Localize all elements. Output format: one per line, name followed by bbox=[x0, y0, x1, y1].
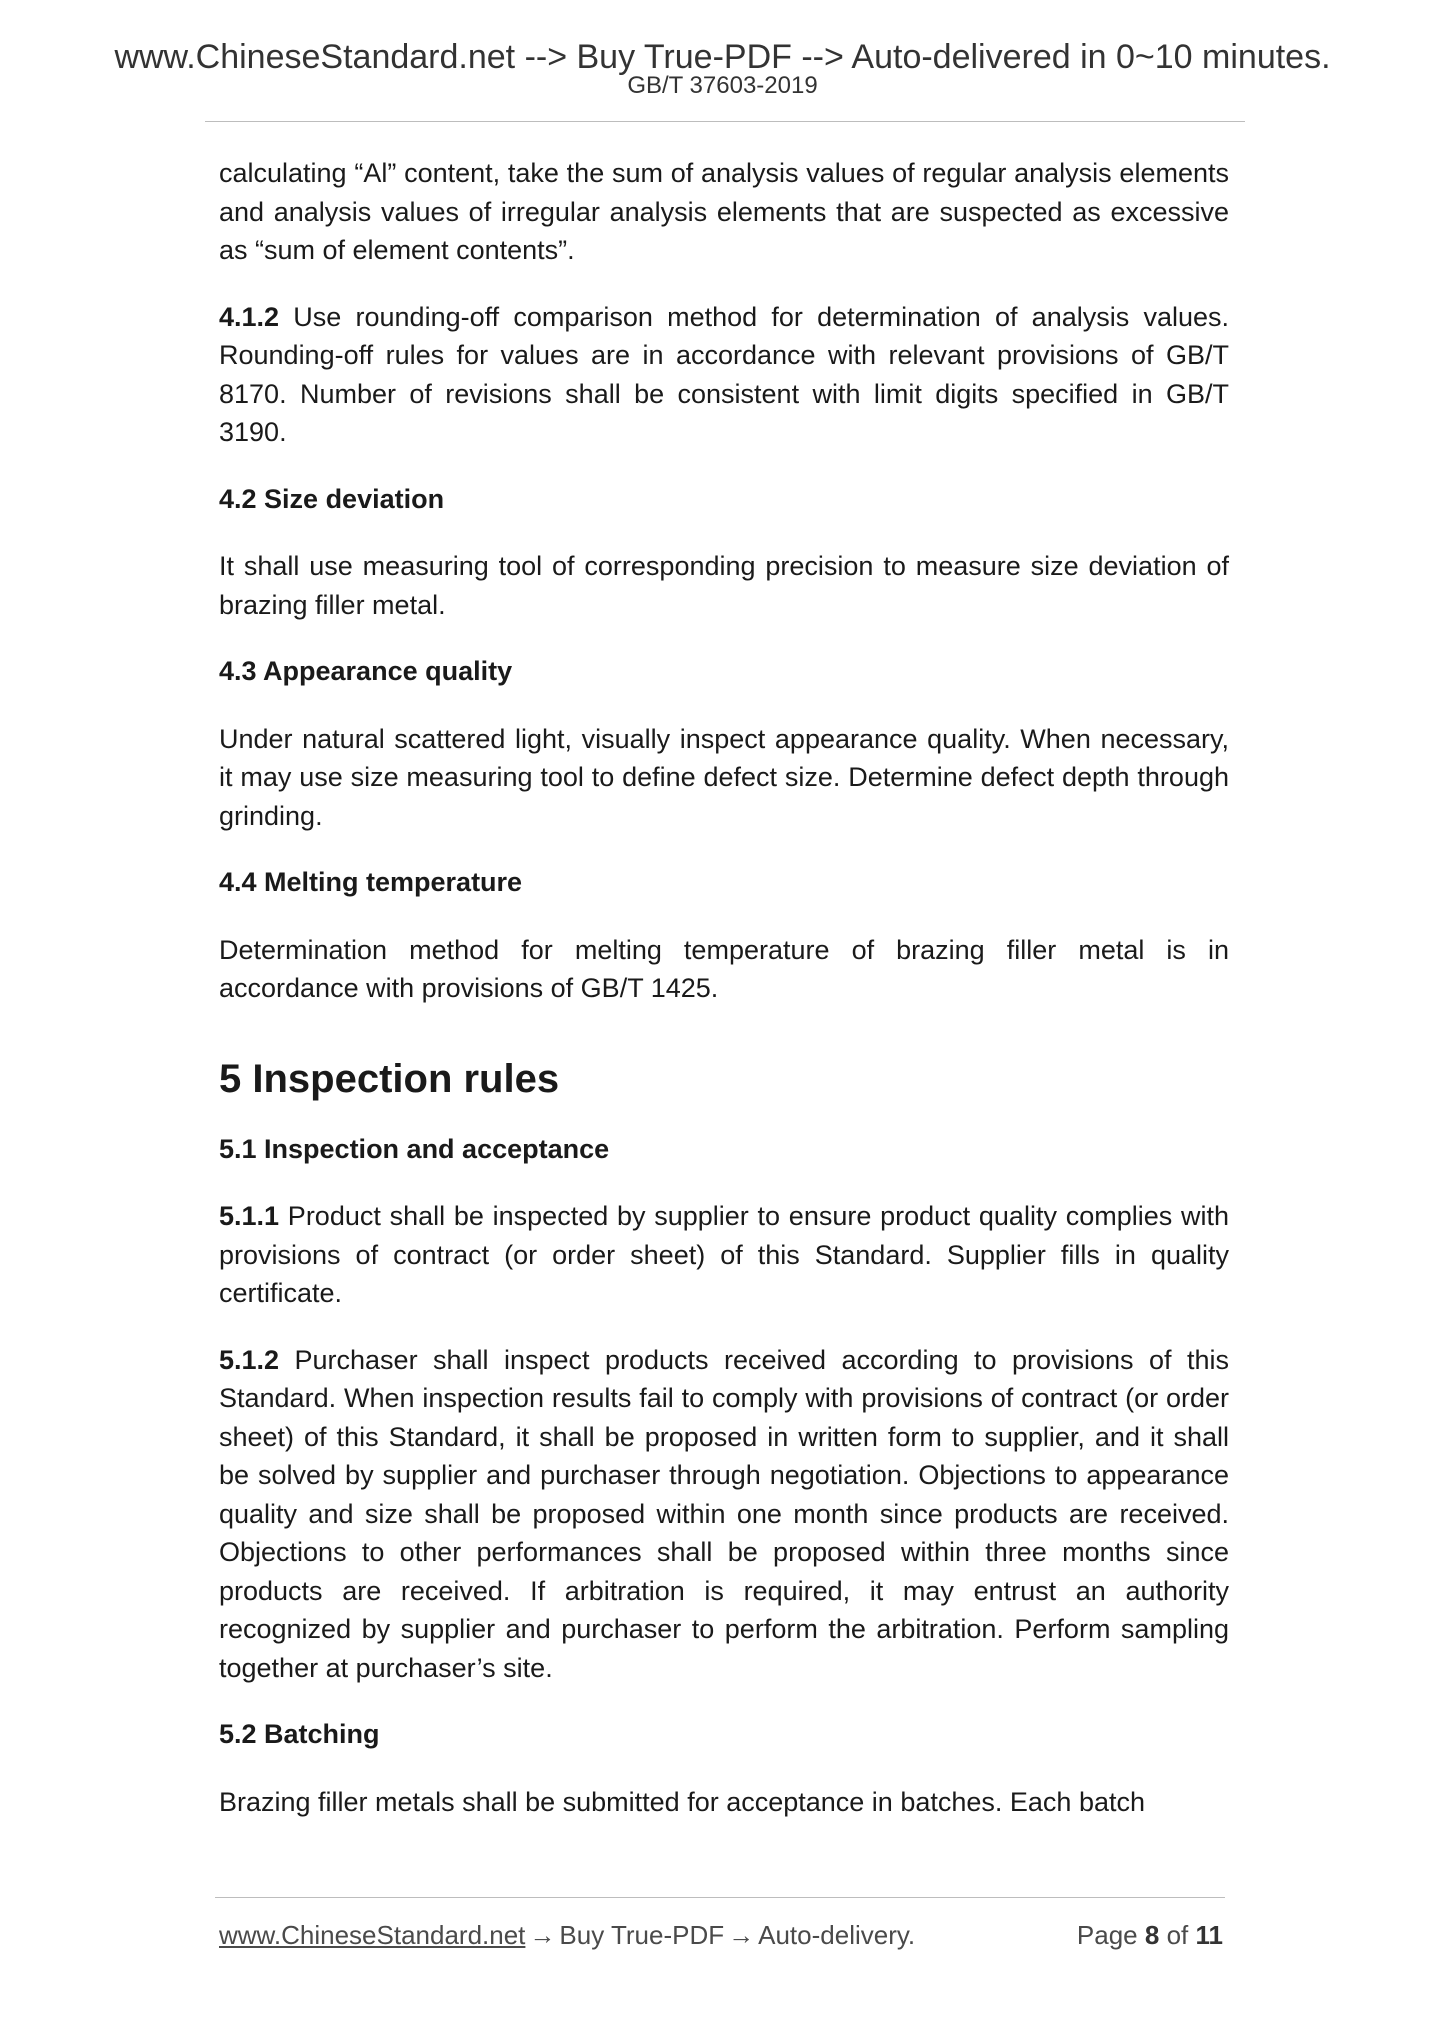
paragraph-4-1-2 bbox=[219, 298, 1229, 452]
document-body bbox=[219, 154, 1229, 1821]
arrow-right-icon: → bbox=[529, 1920, 556, 1950]
paragraph-4-2: It shall use measuring tool of corresponding precision to measure size deviation of brazing filler metal. bbox=[219, 551, 1229, 620]
heading-5-2: 5.2 Batching bbox=[219, 1719, 380, 1749]
paragraph-intro: calculating “Al” content, take the sum of analysis values of regular analysis elements and analysis values of irregular analysis elements that are suspected as excessive as “sum of element contents”. bbox=[219, 158, 1229, 265]
clause-number: 5.1.1 bbox=[219, 1201, 280, 1231]
header-banner: www.ChineseStandard.net --> Buy True-PDF --> Auto-delivered in 0~10 minutes. bbox=[114, 38, 1331, 76]
paragraph-5-1-2 bbox=[219, 1341, 1229, 1688]
clause-text: Product shall be inspected by supplier to ensure product quality complies with provisions of contract (or order sheet) of this Standard. Supplier fills in quality certificate. bbox=[219, 1201, 1229, 1308]
clause-number: 4.1.2 bbox=[219, 301, 280, 332]
footer-divider bbox=[215, 1897, 1225, 1898]
page-total: 11 bbox=[1195, 1920, 1223, 1950]
clause-text: Use rounding-off comparison method for determination of analysis values. Rounding-off rules for values are in accordance with relevant provisions of GB/T 8170. Number of revisions shall be consistent with limit digits specified in GB/T 3190. bbox=[219, 301, 1229, 447]
arrow-right-icon: → bbox=[728, 1920, 755, 1950]
heading-4-3: 4.3 Appearance quality bbox=[219, 656, 513, 686]
page-indicator bbox=[1077, 1918, 1223, 1952]
heading-5: 5 Inspection rules bbox=[219, 1056, 560, 1101]
standard-number: GB/T 37603-2019 bbox=[627, 72, 818, 99]
header-divider bbox=[205, 121, 1245, 122]
footer-links bbox=[219, 1918, 915, 1952]
page-current: 8 bbox=[1144, 1920, 1160, 1950]
page-label: Page bbox=[1076, 1920, 1138, 1950]
site-link[interactable]: www.ChineseStandard.net bbox=[219, 1920, 526, 1950]
paragraph-5-2: Brazing filler metals shall be submitted for acceptance in batches. Each batch bbox=[219, 1786, 1145, 1817]
paragraph-5-1-1 bbox=[219, 1197, 1229, 1313]
heading-4-4: 4.4 Melting temperature bbox=[219, 867, 523, 897]
clause-text: Purchaser shall inspect products received according to provisions of this Standard. When inspection results fail to comply with provisions of contract (or order sheet) of this Standard, it shall be proposed in written form to supplier, and it shall be solved by supplier and purchaser through negotiation. Objections to appearance quality and size shall be proposed within one month since products are received. Objections to other performances shall be proposed within three months since products are received. If arbitration is required, it may entrust an authority recognized by supplier and purchaser to perform the arbitration. Perform sampling together at purchaser’s site. bbox=[219, 1344, 1229, 1683]
paragraph-4-3: Under natural scattered light, visually inspect appearance quality. When necessary, it may use size measuring tool to define defect size. Determine defect depth through grinding. bbox=[219, 723, 1229, 831]
of-label: of bbox=[1166, 1920, 1189, 1950]
heading-4-2: 4.2 Size deviation bbox=[219, 483, 445, 514]
paragraph-4-4: Determination method for melting temperature of brazing filler metal is in accordance with provisions of GB/T 1425. bbox=[219, 934, 1229, 1003]
buy-pdf-text: Buy True-PDF bbox=[559, 1920, 725, 1950]
clause-number: 5.1.2 bbox=[219, 1344, 280, 1375]
auto-delivery-text: Auto-delivery. bbox=[758, 1920, 916, 1950]
heading-5-1: 5.1 Inspection and acceptance bbox=[219, 1133, 610, 1164]
